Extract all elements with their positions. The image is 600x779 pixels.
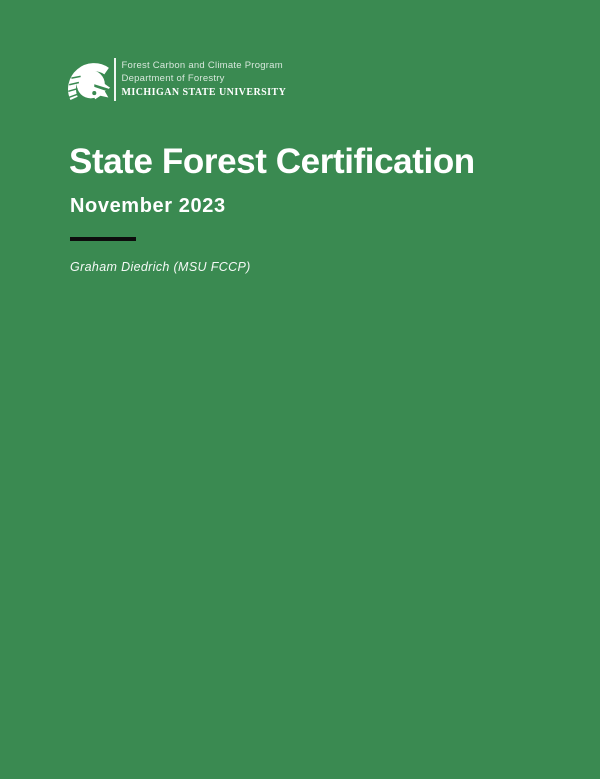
brand-text-block <box>122 56 287 102</box>
cover-date: November 2023 <box>70 195 226 217</box>
msu-spartan-helmet-icon <box>67 56 111 102</box>
logo-separator-line <box>114 58 116 101</box>
author-line: Graham Diedrich (MSU FCCP) <box>70 260 251 274</box>
page-title: State Forest Certification <box>69 142 475 181</box>
title-divider-rule <box>70 237 136 241</box>
program-name-line1: Forest Carbon and Climate Program <box>121 60 283 71</box>
program-name-line2: Department of Forestry <box>121 73 225 84</box>
brand-lockup <box>67 56 286 102</box>
university-name: MICHIGAN STATE UNIVERSITY <box>121 87 287 98</box>
